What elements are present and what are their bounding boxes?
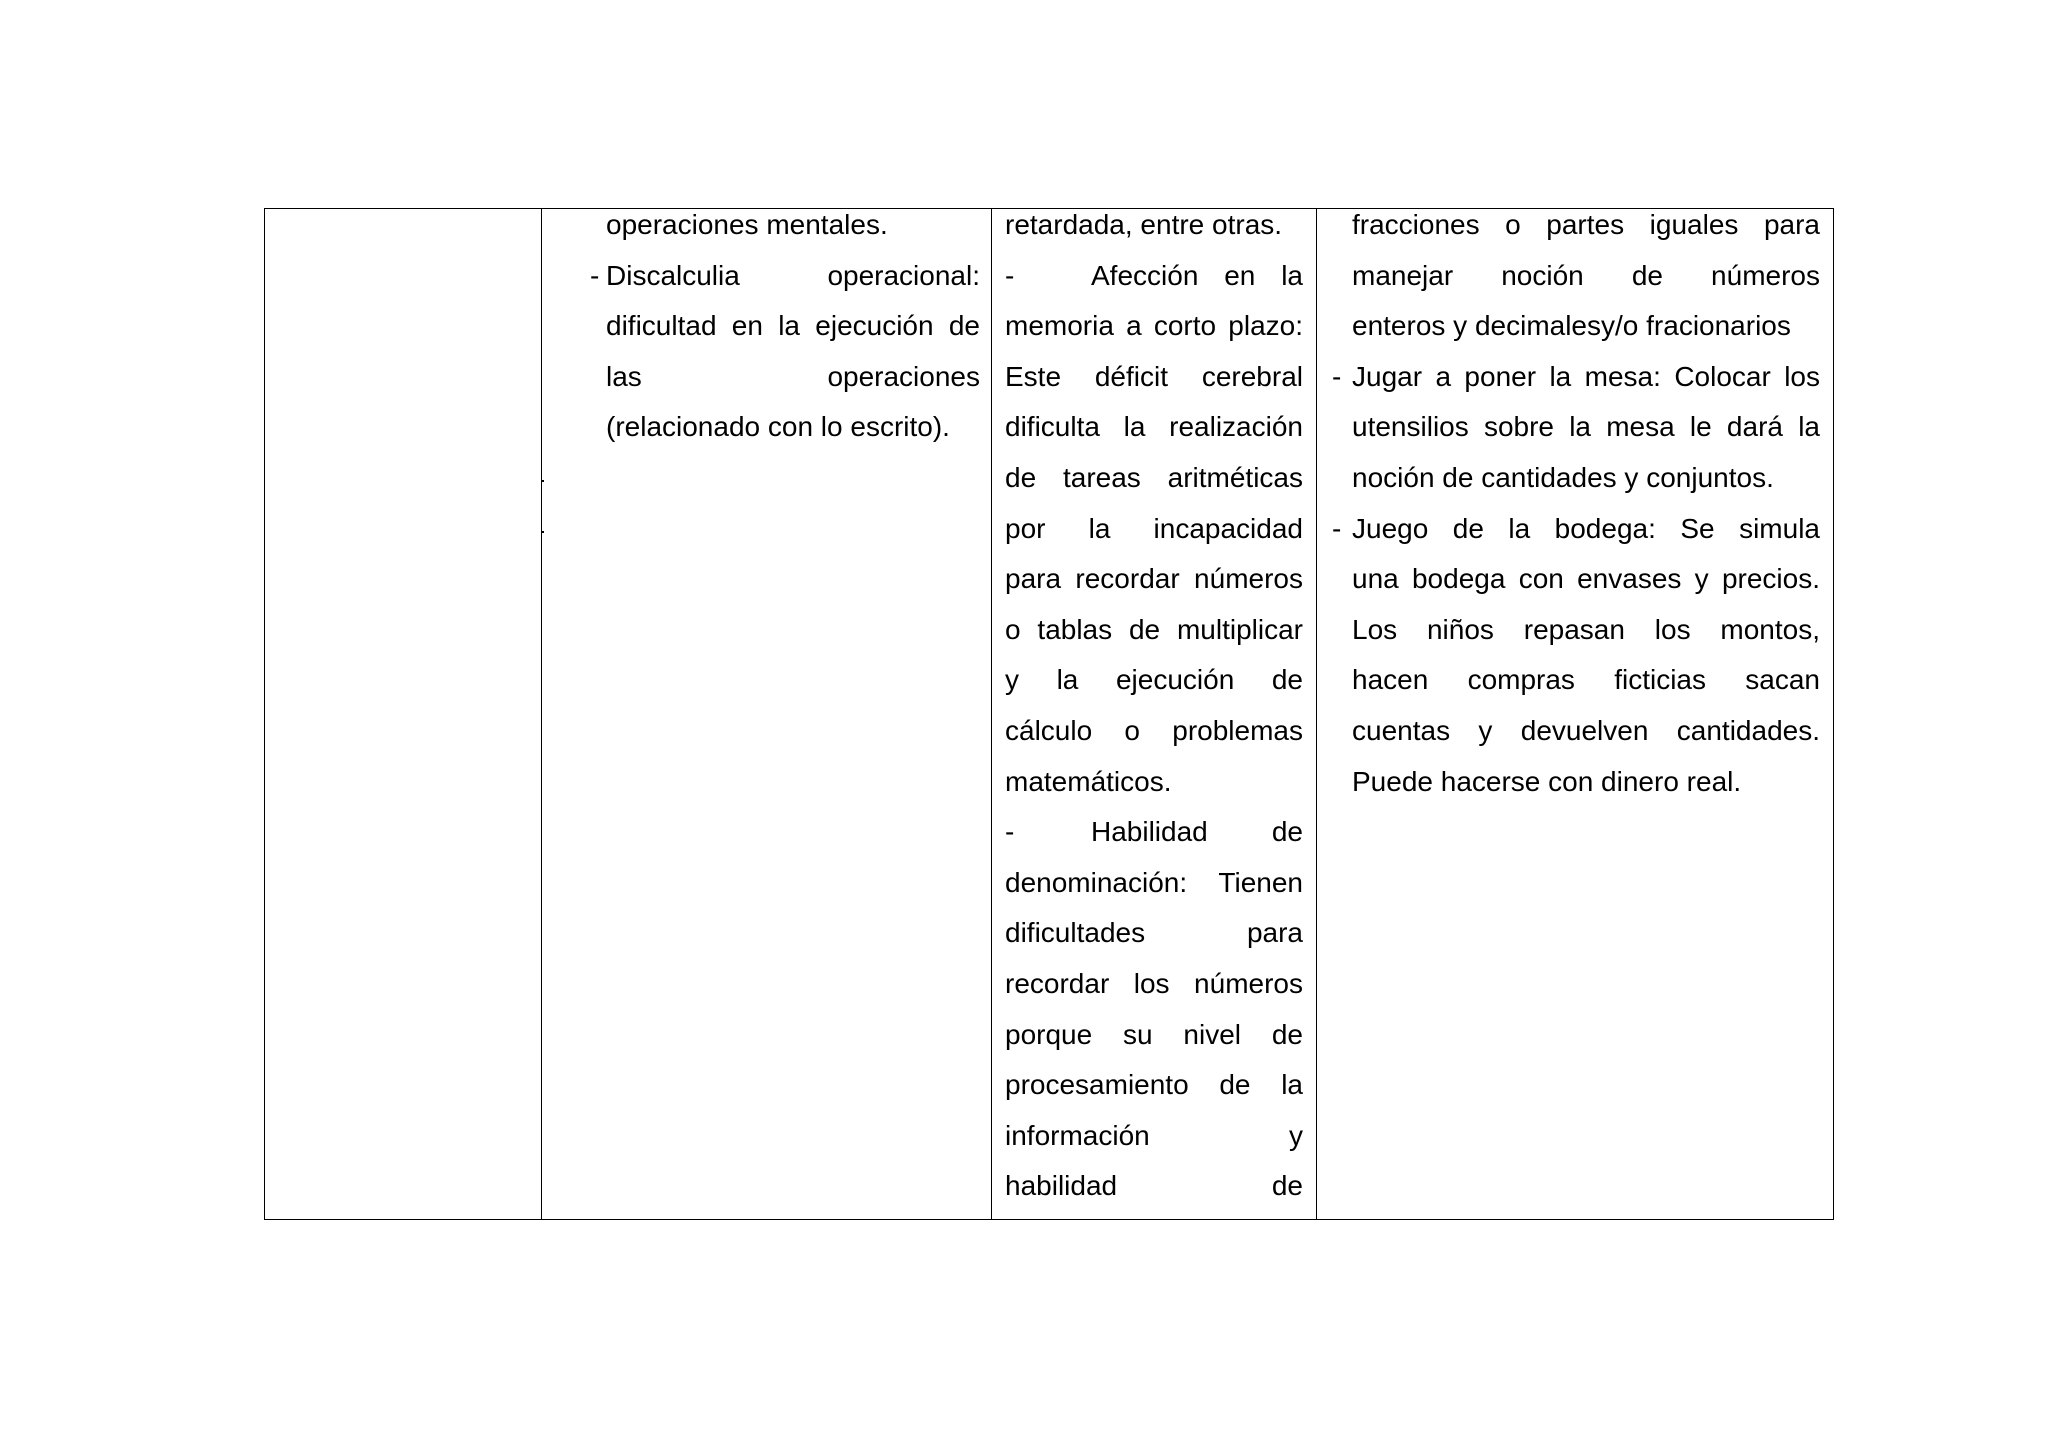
text-line: (relacionado con lo escrito). <box>606 411 950 443</box>
text-line: dificultades para <box>1005 917 1303 949</box>
text-line: Puede hacerse con dinero real. <box>1352 765 1742 797</box>
text-line: recordar los números <box>1005 967 1303 999</box>
text-line: Afección en la <box>1091 259 1303 291</box>
text-line: denominación: Tienen <box>1005 866 1303 898</box>
text-line: o tablas de multiplicar <box>1005 613 1303 645</box>
text-line: fracciones o partes iguales para <box>1352 209 1820 240</box>
text-line: para recordar números <box>1005 563 1303 595</box>
text-line: habilidad de <box>1005 1170 1303 1202</box>
text-line: Los niños repasan los montos, <box>1352 613 1820 645</box>
text-line: memoria a corto plazo: <box>1005 310 1303 342</box>
text-line: dificultad en la ejecución de <box>606 310 980 342</box>
text-line: Juego de la bodega: Se simula <box>1352 512 1820 544</box>
table-cell-col3 <box>992 209 1316 1219</box>
text-line: operaciones mentales. <box>606 209 888 240</box>
text-line: enteros y decimalesy/o fracionarios <box>1352 310 1791 342</box>
bullet-dash: - <box>1332 360 1342 392</box>
bullet-dash: - <box>590 259 600 291</box>
table-cell-col1 <box>265 209 541 1219</box>
text-line: por la incapacidad <box>1005 512 1303 544</box>
text-line: Este déficit cerebral <box>1005 360 1303 392</box>
bullet-dash: - <box>1005 259 1015 291</box>
text-line: cuentas y devuelven cantidades. <box>1352 714 1820 746</box>
text-line: de tareas aritméticas <box>1005 461 1303 493</box>
bullet-dash: - <box>1332 512 1342 544</box>
text-line: porque su nivel de <box>1005 1018 1303 1050</box>
text-line: manejar noción de números <box>1352 259 1820 291</box>
text-line: procesamiento de la <box>1005 1069 1303 1101</box>
text-line: matemáticos. <box>1005 765 1172 797</box>
text-line: hacen compras ficticias sacan <box>1352 664 1820 696</box>
text-line: información y <box>1005 1119 1303 1151</box>
table-cell-col4 <box>1317 209 1835 1219</box>
text-line: utensilios sobre la mesa le dará la <box>1352 411 1820 443</box>
text-line: Habilidad de <box>1091 816 1303 848</box>
text-line: cálculo o problemas <box>1005 714 1303 746</box>
bullet-item <box>1332 352 1820 403</box>
bullet-item <box>1005 807 1303 858</box>
bullet-item <box>1332 504 1820 555</box>
bullet-item <box>590 251 980 302</box>
text-line: una bodega con envases y precios. <box>1352 563 1820 595</box>
text-line: retardada, entre otras. <box>1005 209 1283 240</box>
table-cell-col2 <box>542 209 991 1219</box>
content-table <box>264 208 1834 1220</box>
text-line: Jugar a poner la mesa: Colocar los <box>1352 360 1820 392</box>
bullet-dash: - <box>1005 816 1015 848</box>
text-line: noción de cantidades y conjuntos. <box>1352 461 1774 493</box>
text-line: y la ejecución de <box>1005 664 1303 696</box>
text-line: Discalculia operacional: <box>606 259 980 291</box>
text-line: las operaciones <box>606 360 980 392</box>
text-line: dificulta la realización <box>1005 411 1303 443</box>
bullet-item <box>1005 251 1303 302</box>
